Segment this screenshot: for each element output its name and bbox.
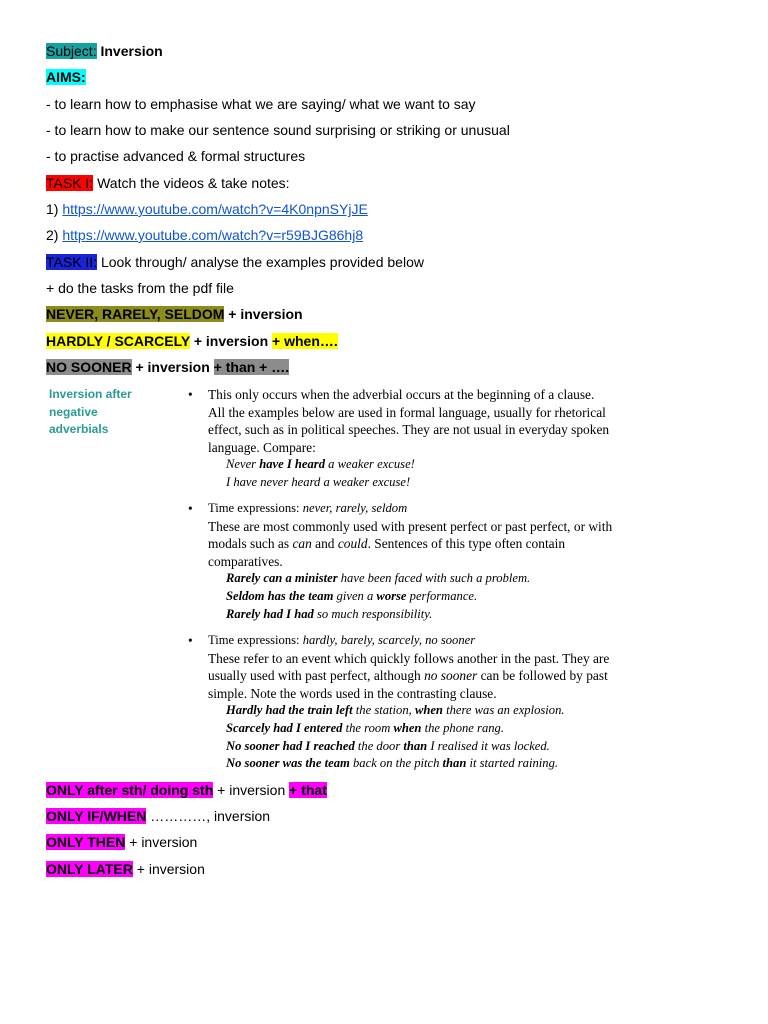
sub-heading-terms: hardly, barely, scarcely, no sooner [302,633,476,647]
task2-line [46,254,424,270]
example-part: No sooner had I reached [226,738,355,753]
video-link-row [46,227,363,243]
text-part: . Sentences of this type often contain [367,536,566,552]
subject-value: Inversion [96,43,163,59]
example-line [226,702,680,720]
example-part: a weaker excuse! [325,457,415,472]
text-part: can [292,536,312,552]
rule-label: NO SOONER [46,359,132,375]
aim-item: - to practise advanced & formal structures [46,148,306,164]
example-part: so much responsibility. [313,606,433,621]
task1-text: Watch the videos & take notes: [93,175,290,191]
example-part: performance. [406,588,478,603]
text-line [208,667,680,685]
example-part: Rarely had I had [226,606,314,621]
aim-item: - to learn how to make our sentence sound surprising or striking or unusual [46,122,510,138]
text-line: comparatives. [208,553,283,569]
example-part: given a [333,588,377,603]
rule-label: ONLY IF/WHEN [46,808,147,824]
example-line [226,755,680,773]
subject-label: Subject: [46,43,97,59]
bullet-icon: • [188,501,193,516]
text-line: effect, such as in political speeches. They are not usual in everyday spoken [208,422,610,438]
text-line: All the examples below are used in formal language, usually for rhetorical [208,404,606,420]
rule-only-then [46,834,197,850]
video-link-1[interactable]: https://www.youtube.com/watch?v=4K0npnSYjJE [62,201,368,217]
text-line: language. Compare: [208,439,316,455]
example-part: Seldom has the team [226,588,334,603]
example-part: Scarcely had I entered [226,720,343,735]
text-part: usually used with past perfect, although [208,668,425,684]
rule-only-later [46,861,205,877]
sub-heading-label: Time expressions: [208,633,303,647]
rule-text: + inversion [132,861,205,877]
example-part: when [414,703,443,718]
task1-label: TASK I: [46,175,94,191]
subject-line [46,43,163,59]
text-line [208,535,680,553]
example-line [226,738,680,756]
aim-item: - to learn how to emphasise what we are saying/ what we want to say [46,96,476,112]
example-part: Never [226,457,260,472]
rule-suffix: + that [289,782,327,798]
example-line [226,456,680,474]
example-part: when [393,720,422,735]
excerpt-side-title: Inversion after negative adverbials [49,387,132,436]
task2-text: Look through/ analyse the examples provided below [97,254,424,270]
text-line: simple. Note the words used in the contrasting clause. [208,685,497,701]
text-part: modals such as [208,536,293,552]
sub-heading [208,632,680,650]
example-part: worse [376,588,407,603]
rule-label: NEVER, RARELY, SELDOM [46,306,225,322]
link-number: 1) [46,201,63,217]
example-line [226,570,680,588]
rule-label: ONLY LATER [46,861,133,877]
sub-heading-terms: never, rarely, seldom [302,501,408,515]
video-link-2[interactable]: https://www.youtube.com/watch?v=r59BJG86hj8 [62,227,364,243]
rule-hardly [46,333,338,349]
example-part: than [403,738,428,753]
rule-label: ONLY after sth/ doing sth [46,782,214,798]
text-line: These refer to an event which quickly follows another in the past. They are [208,650,610,666]
aims-line [46,69,86,85]
video-link-row [46,201,368,217]
bullet-block-1 [190,386,680,492]
rule-suffix: + when…. [272,333,338,349]
rule-only-after [46,782,327,798]
rule-suffix: + than + …. [213,359,290,375]
example-line [226,606,680,624]
text-part: can be followed by past [477,668,608,684]
sub-heading [208,500,680,518]
rule-no-sooner [46,359,289,375]
task2-label: TASK II: [46,254,98,270]
example-line [226,720,680,738]
example-part: the door [354,738,404,753]
rule-text: …………, inversion [146,808,271,824]
example-part: Hardly had the train left [226,703,353,718]
rule-only-if [46,808,270,824]
example-part: there was an explosion. [442,703,565,718]
rule-label: ONLY THEN [46,834,126,850]
text-part: and [311,536,338,552]
link-number: 2) [46,227,63,243]
text-line: These are most commonly used with present perfect or past perfect, or with [208,518,613,534]
sub-heading-label: Time expressions: [208,501,303,515]
example-part: have I heard [259,457,325,472]
rule-text: + inversion [131,359,214,375]
example-part: No sooner was the team [226,756,350,771]
bullet-icon: • [188,387,193,402]
example-part: it started raining. [466,756,559,771]
example-part: than [442,756,467,771]
example-part: Rarely can a minister [226,571,338,586]
bullet-block-3 [190,632,680,773]
bullet-block-2 [190,500,680,623]
text-part: could [337,536,368,552]
rule-text: + inversion [125,834,198,850]
rule-text: + inversion [213,782,290,798]
rule-never [46,306,303,322]
rule-text: + inversion [224,306,303,322]
rule-text: + inversion [189,333,273,349]
example-part: have been faced with such a problem. [337,571,531,586]
bullet-icon: • [188,633,193,648]
aims-label: AIMS: [46,69,86,85]
example-line [226,588,680,606]
example-part: the station, [352,703,415,718]
example-part: back on the pitch [349,756,443,771]
example-part: the room [342,720,394,735]
example-line: I have never heard a weaker excuse! [226,474,411,489]
example-part: the phone rang. [421,720,504,735]
example-part: I realised it was locked. [427,738,550,753]
task1-line [46,175,290,191]
text-part: no sooner [424,668,478,684]
task2-line2: + do the tasks from the pdf file [46,280,234,296]
textbook-excerpt [46,382,686,776]
rule-label: HARDLY / SCARCELY [46,333,190,349]
text-line: This only occurs when the adverbial occurs at the beginning of a clause. [208,387,595,402]
